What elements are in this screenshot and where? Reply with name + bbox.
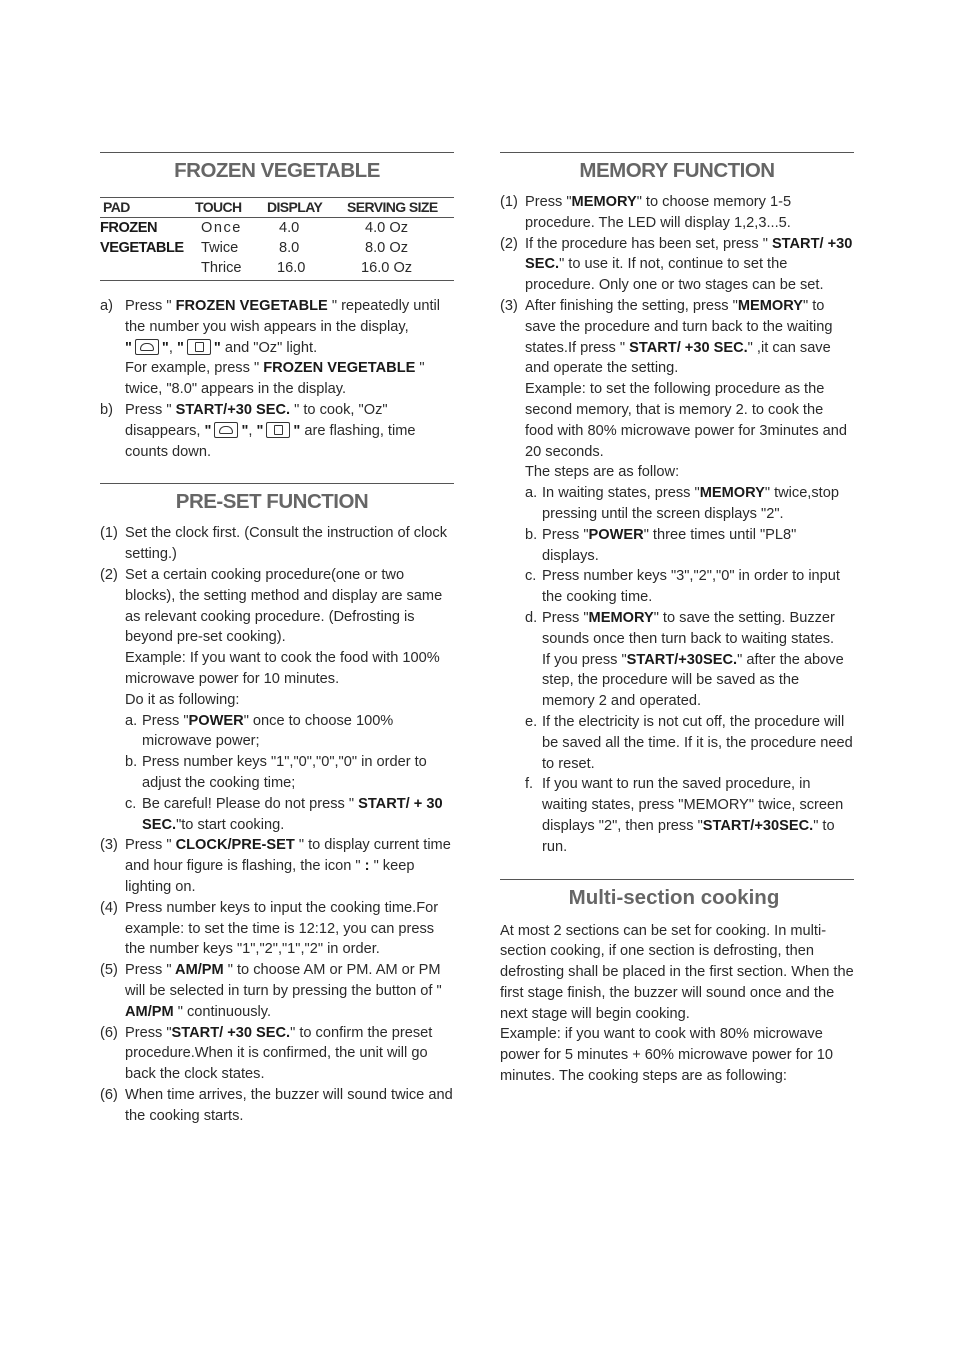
item-marker: (5) <box>100 962 118 979</box>
key-name: POWER <box>188 712 244 729</box>
item-marker: (3) <box>500 297 518 314</box>
serving-cell: 8.0 Oz <box>365 240 408 256</box>
item-marker: a) <box>100 298 113 314</box>
vegetable-icon <box>135 339 159 355</box>
text: Do it as following: <box>125 691 240 708</box>
text: " to run. <box>542 817 835 855</box>
serving-cell: 4.0 Oz <box>365 220 408 236</box>
table-header-row <box>100 198 454 218</box>
key-name: START/+30 SEC. <box>171 401 295 418</box>
key-name: POWER <box>588 526 644 543</box>
pad-line-1: FROZEN <box>100 220 157 236</box>
text: " twice,stop pressing until the screen displays "2". <box>542 485 839 522</box>
key-name: FROZEN VEGETABLE <box>171 298 332 314</box>
oz-icon <box>266 422 290 438</box>
list-item <box>500 296 854 858</box>
text: Press number keys "1","0","0","0" in order to adjust the cooking time; <box>142 754 427 791</box>
text: Press " <box>125 401 172 418</box>
key-name: START/ +30 SEC. <box>625 339 748 356</box>
divider <box>100 483 454 484</box>
sub-item <box>125 752 454 794</box>
list-item: a) Press " FROZEN VEGETABLE " repeatedly until the number you wish appears in the display, " ", " " and "Oz" light. For example, press " FROZEN VEGETABLE " twice, "8.0" appears in the display. <box>100 298 441 398</box>
text: are flashing, time counts down. <box>125 422 416 460</box>
text: After finishing the setting, press " <box>525 297 738 314</box>
memory-function-section <box>500 152 854 858</box>
item-marker: (1) <box>100 525 118 542</box>
header-display: DISPLAY <box>267 198 347 218</box>
frozen-vegetable-title: FROZEN VEGETABLE <box>174 159 380 182</box>
key-name: CLOCK/PRE-SET <box>171 837 299 854</box>
memory-list <box>500 192 854 858</box>
header-serving-size: SERVING SIZE <box>347 198 454 218</box>
text: If you press " <box>542 651 627 668</box>
item-marker: b. <box>125 754 138 771</box>
text: Example: to set the following procedure as the second memory, that is memory 2. to cook the food with 80% microwave power for 3minutes and 20 seconds. <box>525 381 848 460</box>
list-item <box>100 960 454 1022</box>
text: " to use it. If not, continue to set the procedure. Only one or two stages can be set. <box>525 256 824 294</box>
text: "to start cooking. <box>176 816 285 833</box>
table-row <box>100 218 454 239</box>
frozen-instructions <box>100 296 454 462</box>
text: " to save the procedure and turn back to the waiting states.If press " <box>525 297 833 356</box>
text: The steps are as follow: <box>525 464 680 481</box>
sub-item <box>125 794 454 836</box>
item-marker: (3) <box>100 837 118 854</box>
item-marker: b) <box>100 401 113 418</box>
list-item <box>100 898 454 960</box>
sub-item <box>525 608 854 712</box>
memory-function-title: MEMORY FUNCTION <box>579 159 775 182</box>
key-name: START/ +30 SEC. <box>171 1024 291 1041</box>
text: and "Oz" light. <box>224 339 318 356</box>
text: " to choose memory 1-5 procedure. The LED will display 1,2,3...5. <box>525 194 792 231</box>
multi-section-title: Multi-section cooking <box>568 885 780 909</box>
text: When time arrives, the buzzer will sound twice and the cooking starts. <box>125 1086 453 1124</box>
text: Press " <box>142 712 189 729</box>
text: " once to choose 100% microwave power; <box>142 712 394 750</box>
key-name: START/ +30 SEC. <box>525 235 853 273</box>
list-item <box>100 1085 454 1127</box>
item-marker: b. <box>525 526 538 543</box>
multi-section-body <box>500 921 854 1087</box>
multi-section-cooking-section <box>500 879 854 1087</box>
sub-item <box>525 483 854 525</box>
text: Press " <box>125 298 172 314</box>
list-item <box>100 565 454 835</box>
touch-cell: Thrice <box>195 258 267 281</box>
text: " to confirm the preset procedure.When it is confirmed, the unit will go back the clock states. <box>125 1024 433 1083</box>
touch-cell: Twice <box>201 240 239 256</box>
text: Set the clock first. (Consult the instruction of clock setting.) <box>125 525 448 563</box>
text: " twice, "8.0" appears in the display. <box>125 360 425 398</box>
text: Press " <box>125 962 172 979</box>
item-marker: (4) <box>100 899 118 916</box>
text: Press " <box>542 526 589 543</box>
text: " to choose AM or PM. AM or PM will be selected in turn by pressing the button of " <box>125 962 442 999</box>
key-name: START/+30SEC. <box>626 651 738 668</box>
frozen-vegetable-table <box>100 197 454 281</box>
item-marker: (6) <box>100 1024 118 1041</box>
divider <box>500 879 854 880</box>
vegetable-icon <box>214 422 238 438</box>
item-marker: (2) <box>500 235 518 252</box>
text: For example, press " <box>125 360 260 377</box>
sub-item <box>525 525 854 567</box>
pad-cell <box>100 218 195 281</box>
text: Set a certain cooking procedure(one or two blocks), the setting method and display are same as relevant cooking procedure. (Defrosting is beyond pre-set cooking). <box>125 566 443 646</box>
text: Press " <box>125 837 172 854</box>
text: In waiting states, press " <box>542 485 700 502</box>
item-marker: a. <box>125 712 138 729</box>
text: " ,it can save and operate the setting. <box>525 339 831 377</box>
item-marker: (1) <box>500 194 518 210</box>
list-item <box>500 192 854 234</box>
sub-item <box>525 774 854 857</box>
list-item <box>500 234 854 296</box>
list-item <box>100 835 454 897</box>
text: " to save the setting. Buzzer sounds once then turn back to waiting states. <box>542 609 835 647</box>
text: Press number keys to input the cooking time.For example: to set the time is 12:12, you can press the number keys "1","2","1","2" in order. <box>125 899 439 958</box>
text: " to cook, "Oz" disappears, <box>125 401 388 439</box>
key-name: MEMORY <box>588 609 654 626</box>
key-name: MEMORY <box>699 485 765 502</box>
text: " keep lighting on. <box>125 858 415 895</box>
item-marker: (2) <box>100 566 118 583</box>
list-item <box>100 523 454 565</box>
text: Press " <box>125 1024 172 1041</box>
display-cell: 4.0 <box>279 220 300 236</box>
sub-item <box>525 566 854 608</box>
header-pad: PAD <box>100 198 195 218</box>
key-name: START/+30SEC. <box>702 817 814 834</box>
display-cell: 16.0 <box>267 258 347 281</box>
item-marker: d. <box>525 609 538 626</box>
oz-icon <box>187 339 211 355</box>
text: Press number keys "3","2","0" in order to input the cooking time. <box>542 568 840 606</box>
item-marker: c. <box>125 795 137 812</box>
divider <box>500 152 854 153</box>
list-item: b) Press " START/+30 SEC. " to cook, "Oz" disappears, " ", " " are flashing, time counts down. <box>100 401 416 460</box>
serving-cell: 16.0 Oz <box>347 258 454 281</box>
header-touch: TOUCH <box>195 198 267 218</box>
pre-set-title: PRE-SET FUNCTION <box>175 490 369 514</box>
text: " repeatedly until the number you wish appears in the display, <box>125 298 441 335</box>
item-marker: a. <box>525 485 538 502</box>
key-name: AM/PM <box>125 1003 178 1020</box>
item-marker: e. <box>525 713 538 730</box>
colon-icon: : <box>364 858 370 875</box>
key-name: START/ + 30 SEC. <box>142 795 443 833</box>
key-name: AM/PM <box>171 962 228 979</box>
item-marker: f. <box>525 776 534 793</box>
frozen-vegetable-section <box>100 152 454 462</box>
text: " after the above step, the procedure will be saved as the memory 2 and operated. <box>542 651 844 710</box>
text: Press " <box>525 194 572 210</box>
sub-item <box>125 711 454 753</box>
item-marker: (6) <box>100 1086 118 1103</box>
text: " to display current time and hour figure is flashing, the icon " <box>125 837 451 875</box>
right-column <box>500 152 854 1087</box>
text: Be careful! Please do not press " <box>142 795 355 812</box>
list-item <box>100 1023 454 1085</box>
text: Example: If you want to cook the food with 100% microwave power for 10 minutes. <box>125 650 440 687</box>
key-name: MEMORY <box>737 297 803 314</box>
paragraph: At most 2 sections can be set for cooking. In multi-section cooking, if one section is defrosting, then defrosting shall be placed in the first section. When the first stage finish, the buzzer will sound once and the next stage will begin cooking. <box>500 922 854 1022</box>
text: If the procedure has been set, press " <box>525 235 768 252</box>
left-column <box>100 152 454 1126</box>
touch-cell: Once <box>201 220 242 236</box>
divider <box>100 152 454 153</box>
key-name: MEMORY <box>571 194 637 210</box>
text: If you want to run the saved procedure, in waiting states, press "MEMORY" twice, screen displays "2", then press " <box>542 776 844 834</box>
display-cell: 8.0 <box>279 240 300 256</box>
text: " continuously. <box>177 1003 272 1020</box>
key-name: FROZEN VEGETABLE <box>259 360 420 377</box>
pre-set-section <box>100 483 454 1126</box>
pre-set-list <box>100 523 454 1126</box>
text: Press " <box>542 609 589 626</box>
item-marker: c. <box>525 568 537 585</box>
sub-item <box>525 712 854 774</box>
pad-line-2: VEGETABLE <box>100 240 184 256</box>
paragraph: Example: if you want to cook with 80% microwave power for 5 minutes + 60% microwave power for 10 minutes. The cooking steps are as following: <box>500 1026 833 1085</box>
text: If the electricity is not cut off, the procedure will be saved all the time. If it is, the procedure need to reset. <box>542 713 853 772</box>
text: " three times until "PL8" displays. <box>542 526 797 564</box>
